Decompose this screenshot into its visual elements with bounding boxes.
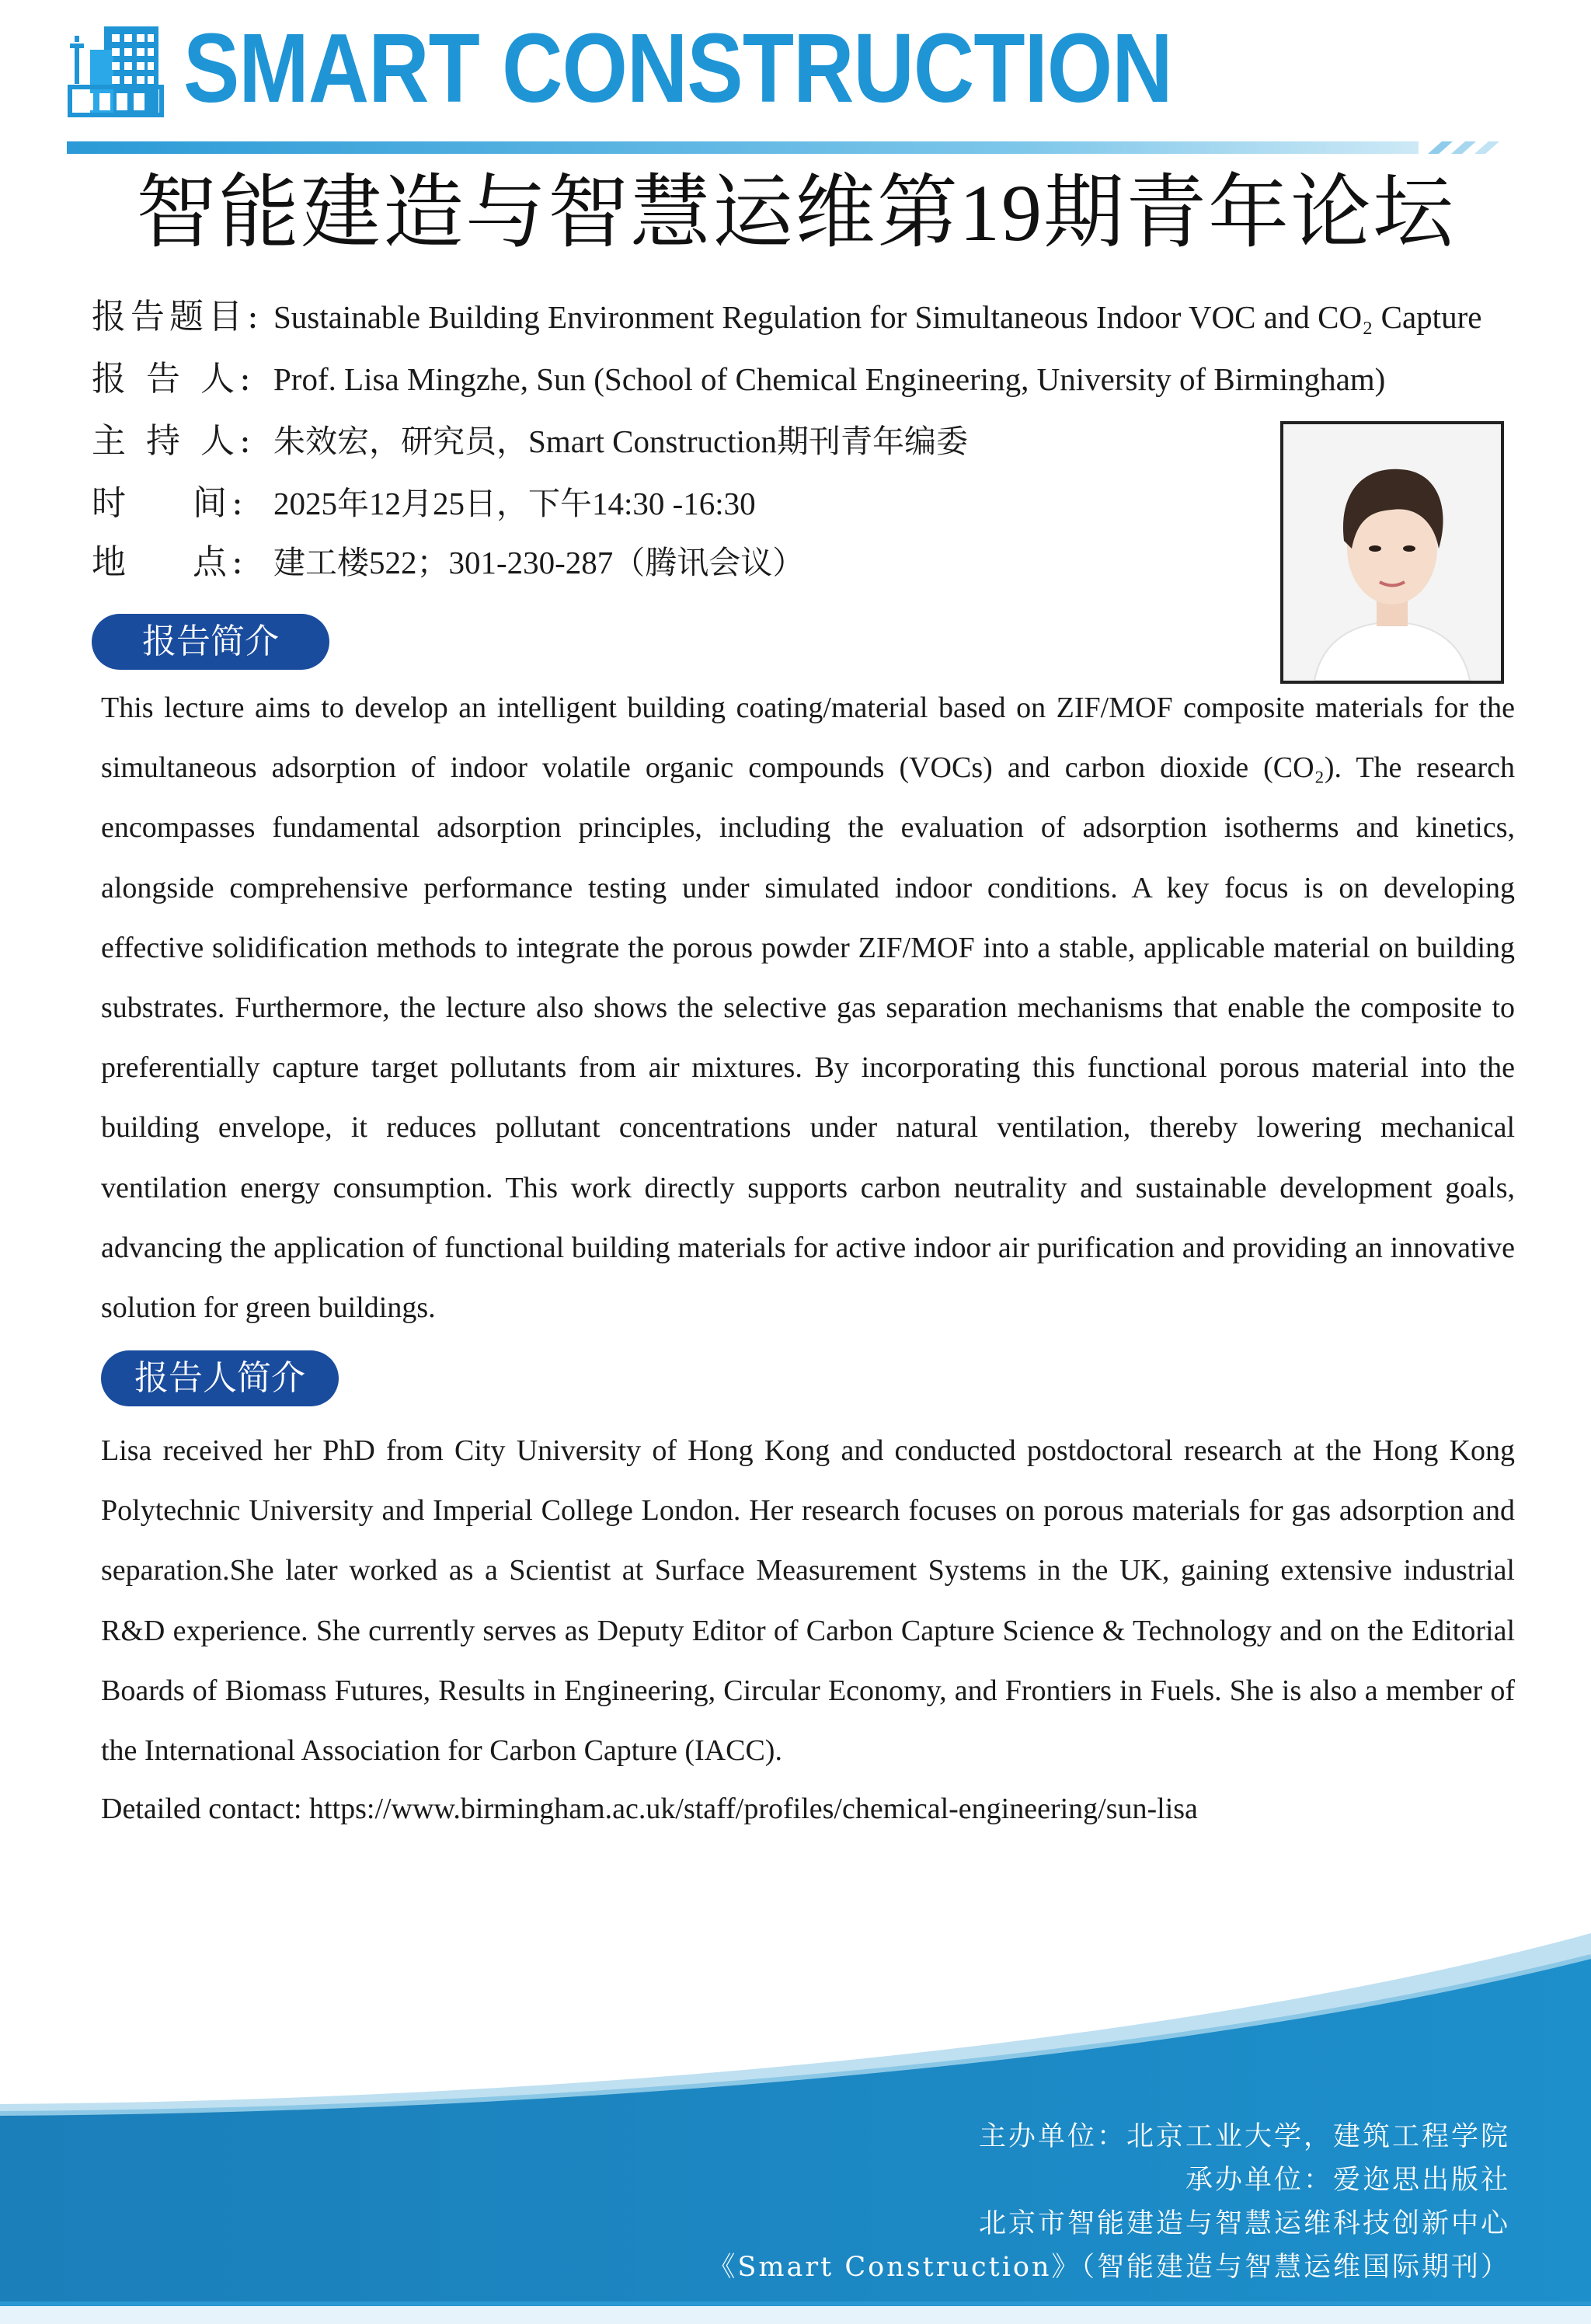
info-value: 朱效宏，研究员，Smart Construction期刊青年编委: [273, 423, 969, 459]
bio-paragraph: Lisa received her PhD from City University of Hong Kong and conducted postdoctoral research at the Hong Kong Polytechnic University and Imperial College London. Her research focuses on porous materials for gas adsorption and separation.She later worked as a Scientist at Surface Measurement Systems in the UK, gaining extensive industrial R&D experience. She currently serves as Deputy Editor of Carbon Capture Science & Technology and on the Editorial Boards of Biomass Futures, Results in Engineering, Circular Economy, and Frontiers in Fuels. She is also a member of the International Association for Carbon Capture (IACC).: [101, 1434, 1515, 1768]
info-row-time: [92, 474, 756, 533]
brand-title: SMART CONSTRUCTION: [183, 13, 1172, 123]
info-label: 报 告 人:: [92, 359, 256, 399]
portrait-illustration: [1283, 424, 1501, 681]
building-logo-icon: [67, 22, 165, 120]
info-row-speaker: [92, 350, 1385, 409]
info-row-topic: [92, 287, 1481, 347]
info-label: 报告题目:: [92, 297, 263, 336]
info-value: 2025年12月25日，下午14:30 -16:30: [273, 486, 756, 521]
footer-journal: 《Smart Construction》（智能建造与智慧运维国际期刊）: [708, 2252, 1510, 2283]
info-value: 建工楼522；301-230-287（腾讯会议）: [273, 545, 805, 580]
info-label: 主 持 人:: [92, 421, 256, 461]
footer-center: 北京市智能建造与智慧运维科技创新中心: [978, 2208, 1510, 2239]
section-badge-bio: 报告人简介: [101, 1350, 339, 1406]
speaker-portrait: [1280, 421, 1504, 684]
info-row-host: [92, 412, 968, 471]
abstract-paragraph: This lecture aims to develop an intelligent building coating/material based on ZIF/MOF composite materials for the simultaneous adsorption of indoor volatile organic compounds (VOCs) and carbon dioxide (CO₂). The research encompasses fundamental adsorption principles, including the evaluation of adsorption isotherms and kinetics, alongside comprehensive performance testing under simulated indoor conditions. A key focus is on developing effective solidification methods to integrate the porous powder ZIF/MOF into a stable, applicable material on building substrates. Furthermore, the lecture also shows the selective gas separation mechanisms that enable the composite to preferentially capture target pollutants from air mixtures. By incorporating this functional porous material into the building envelope, it reduces pollutant concentrations under natural ventilation, thereby lowering mechanical ventilation energy consumption. This work directly supports carbon neutrality and sustainable development goals, advancing the application of functional building materials for active indoor air purification and providing an innovative solution for green buildings.: [101, 692, 1515, 1325]
info-label: 时 间:: [92, 483, 248, 523]
info-row-location: [92, 533, 804, 592]
info-label: 地 点:: [92, 542, 248, 582]
info-value: Prof. Lisa Mingzhe, Sun (School of Chemical Engineering, University of Birmingham): [273, 361, 1386, 397]
contact-link[interactable]: Detailed contact: https://www.birmingham.ac.uk/staff/profiles/chemical-engineering/sun-lisa: [101, 1793, 1198, 1825]
info-value: Sustainable Building Environment Regulation for Simultaneous Indoor VOC and CO₂ Capture: [273, 299, 1482, 335]
header-stripe: [67, 138, 1512, 157]
forum-title: 智能建造与智慧运维第19期青年论坛: [135, 169, 1455, 258]
footer-organizer: 主办单位：北京工业大学，建筑工程学院: [978, 2121, 1510, 2152]
section-badge-intro: 报告简介: [92, 614, 329, 670]
footer-co-organizer: 承办单位：爱迩思出版社: [1185, 2165, 1510, 2196]
